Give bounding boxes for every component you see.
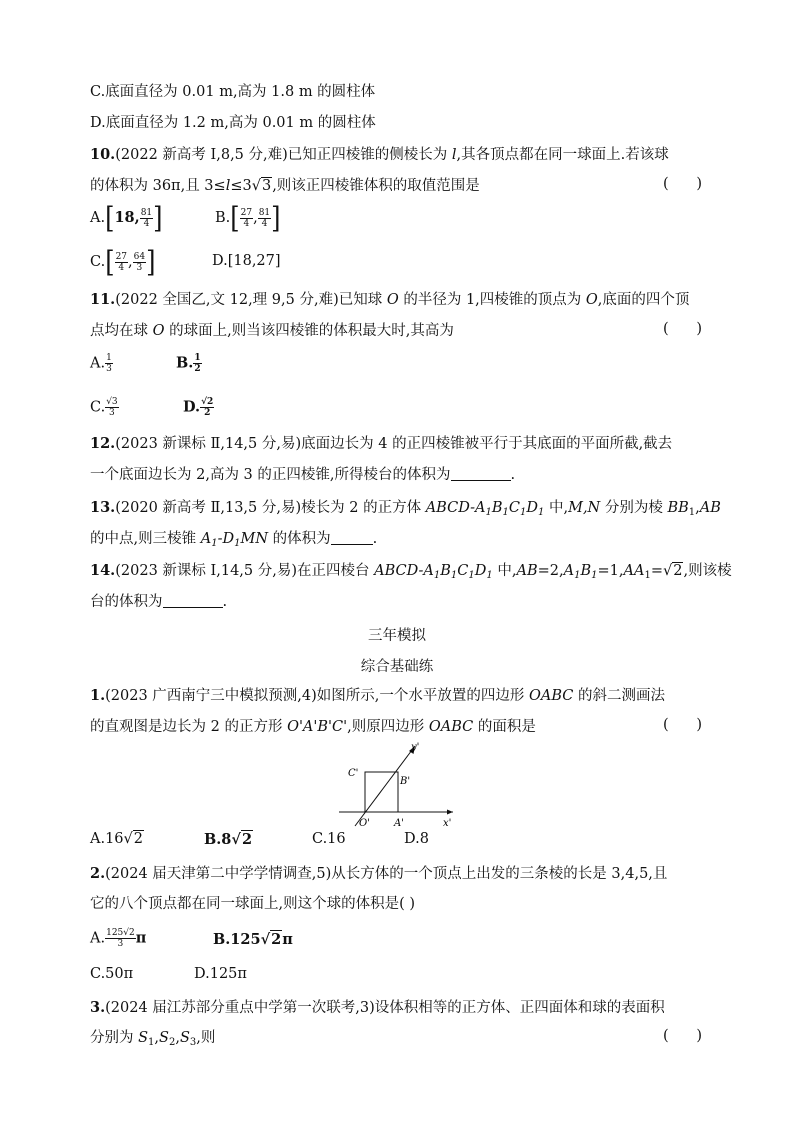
fraction: [140, 208, 153, 229]
var-l: l: [225, 178, 231, 194]
q10-text: ≤3: [230, 178, 252, 194]
fraction: [105, 353, 113, 374]
q14-text: (2023 新课标 Ⅰ,14,5 分,易)在正四棱台: [115, 563, 375, 579]
q11-option-c: [90, 397, 119, 418]
q14-text: =1,: [597, 563, 624, 579]
p2-line1: [90, 864, 667, 884]
p2-option-b: [213, 931, 293, 948]
p1-text: ,则原四边形: [347, 719, 429, 735]
q9-option-c: C.底面直径为 0.01 m,高为 1.8 m 的圆柱体: [90, 84, 376, 100]
q10-text: (2022 新高考 Ⅰ,8,5 分,难)已知正四棱锥的侧棱长为: [115, 147, 452, 163]
q11-line2: [90, 321, 454, 341]
q10-number: 10.: [90, 146, 116, 163]
option-label: B.: [176, 354, 194, 372]
section-subtitle: 综合基础练: [360, 659, 434, 675]
var-s: S: [138, 1030, 149, 1046]
label-o: O': [359, 818, 370, 829]
q10-option-c: C.[ $\frac{27}{4}$ , $\frac{64}{3}$ ]: [90, 245, 156, 279]
denominator: 3: [136, 262, 143, 273]
p1-option-b: [204, 831, 253, 848]
numerator: √2: [201, 397, 214, 407]
label-x: x': [443, 818, 452, 829]
denominator: 4: [143, 218, 150, 229]
section-title: 三年模拟: [368, 628, 426, 644]
p3-text: (2024 届江苏部分重点中学第一次联考,3)设体积相等的正方体、正四面体和球的表面积: [105, 1000, 665, 1016]
q11-text: (2022 全国乙,文 12,理 9,5 分,难)已知球: [115, 292, 387, 308]
var-a1b1: $A_1B_1$: [563, 563, 598, 581]
q14-line2: [90, 592, 227, 612]
q11-text: 的球面上,则当该四棱锥的体积最大时,其高为: [164, 323, 454, 339]
p3-text: ,则: [196, 1030, 216, 1046]
q10-line1: [90, 145, 669, 165]
fraction: [240, 208, 253, 229]
p3-line2: 分别为 $S_1,S_2,S_3$,则: [90, 1030, 216, 1048]
q11-number: 11.: [90, 291, 116, 308]
q12-text: .: [510, 467, 516, 483]
answer-blank[interactable]: [163, 593, 223, 608]
sqrt: √2: [260, 931, 282, 948]
var-o: O: [386, 292, 399, 308]
q13-text: 中,: [544, 500, 569, 516]
fraction: [115, 252, 128, 273]
label-b: B': [400, 776, 411, 787]
option-label: C.: [90, 399, 106, 416]
var-ab: AB: [699, 500, 721, 516]
option-label: A.: [90, 355, 106, 372]
option-label: B.: [215, 210, 231, 226]
p1-number: 1.: [90, 687, 106, 704]
fraction: [193, 353, 201, 374]
denominator: 2: [204, 408, 211, 418]
radicand: 2: [133, 831, 144, 847]
p1-line1: [90, 686, 665, 706]
denominator: 4: [243, 218, 250, 229]
answer-blank[interactable]: [451, 466, 511, 481]
p3-text: 分别为: [90, 1030, 139, 1046]
q11-text: 点均在球: [90, 323, 153, 339]
q13-line1: 13.(2020 新高考 Ⅱ,13,5 分,易)棱长为 2 的正方体 ABCD-$A_1B_1C_1D_1$ 中,M,N 分别为棱 $BB_1,AB$: [90, 499, 721, 518]
radicand: 2: [673, 563, 683, 579]
q10-text: ,其各顶点都在同一球面上.若该球: [456, 147, 669, 163]
q9-option-d: D.底面直径为 1.2 m,高为 0.01 m 的圆柱体: [90, 115, 376, 131]
q14-text: 中,: [492, 563, 517, 579]
numerator: 27: [115, 251, 128, 262]
answer-blank[interactable]: [331, 530, 373, 545]
numerator: 81: [258, 207, 271, 218]
fraction: [105, 928, 136, 949]
var-square: O'A'B'C': [287, 719, 348, 735]
var-l: l: [451, 147, 457, 163]
radicand: 3: [261, 178, 272, 194]
q12-line1: [90, 434, 672, 454]
p3-line1: [90, 998, 665, 1018]
frustum-name: ABCD-$A_1B_1C_1D_1$: [374, 563, 493, 581]
numerator: 1: [194, 353, 201, 363]
option-label: B.8: [204, 831, 232, 848]
denominator: 3: [117, 939, 124, 949]
p2-number: 2.: [90, 865, 106, 882]
option-label: A.16: [90, 831, 124, 847]
q13-number: 13.: [90, 499, 116, 516]
numerator: 81: [140, 207, 153, 218]
p2-line2: 它的八个顶点都在同一球面上,则这个球的体积是( ): [90, 896, 416, 912]
q11-line1: [90, 290, 689, 310]
oblique-figure: [335, 740, 460, 832]
q14-text: ,则该棱: [683, 563, 732, 579]
var-oabc: OABC: [428, 719, 474, 735]
q10-text: ,则该正四棱锥体积的取值范围是: [272, 178, 480, 194]
cube-name: ABCD-$A_1B_1C_1D_1$: [425, 500, 545, 518]
q14-text: =: [650, 563, 663, 579]
q11-text: 的半径为 1,四棱锥的顶点为: [398, 292, 586, 308]
pi: π: [135, 929, 147, 947]
var-aa: AA: [623, 563, 645, 579]
label-y: y': [411, 742, 420, 753]
p3-answer-paren: ( ): [663, 1028, 702, 1044]
cube-label: ABCD-A: [425, 500, 486, 516]
tetra-name: $A_1-D_1MN$: [200, 531, 269, 549]
frustum-label: ABCD-A: [374, 563, 434, 579]
option-label: A.: [90, 210, 106, 226]
q13-text: 分别为棱: [600, 500, 668, 516]
var-ab: AB: [516, 563, 538, 579]
q10-line2: [90, 176, 480, 196]
p1-option-d: D.8: [404, 831, 429, 847]
sqrt: √2: [231, 831, 253, 848]
q10-option-b: B.[ $\frac{27}{4}$ , $\frac{81}{4}$ ]: [215, 201, 281, 235]
q11-text: ,底面的四个顶: [597, 292, 690, 308]
sqrt: √3: [251, 178, 272, 194]
denominator: 3: [109, 408, 115, 418]
q10-option-d: D.[18,27]: [212, 253, 281, 269]
q11-answer-paren: ( ): [663, 321, 702, 337]
q11-option-d: [183, 397, 214, 418]
fraction: [200, 397, 214, 418]
numerator: 1: [106, 353, 112, 363]
var-bb: BB: [667, 500, 689, 516]
var-o: O: [585, 292, 598, 308]
var-o: O: [152, 323, 165, 339]
q14-line1: 14.(2023 新课标 Ⅰ,14,5 分,易)在正四棱台 ABCD-$A_1B_1C_1D_1$ 中$,AB=2,A_1B_1=1,AA_1=√2$,则该棱: [90, 562, 732, 581]
option-value: 18,: [114, 209, 140, 226]
label-a: A': [394, 818, 404, 829]
p1-text: 的斜二测画法: [573, 688, 666, 704]
denominator: 3: [106, 364, 112, 374]
label-c: C': [348, 768, 359, 779]
fraction: [258, 208, 271, 229]
q10-option-a: A.[18, $\frac{81}{4}$ ]: [90, 201, 163, 235]
option-label: B.125: [213, 931, 261, 948]
p1-text: (2023 广西南宁三中模拟预测,4)如图所示,一个水平放置的四边形: [105, 688, 530, 704]
p1-option-a: [90, 831, 144, 847]
q12-line2: [90, 465, 515, 485]
q11-option-a: [90, 353, 113, 374]
q13-text: (2020 新高考 Ⅱ,13,5 分,易)棱长为 2 的正方体: [115, 500, 426, 516]
pi: π: [282, 931, 293, 948]
sqrt: √2: [663, 563, 683, 579]
numerator: 125√2: [106, 928, 135, 938]
denominator: 4: [118, 262, 125, 273]
fraction: [105, 397, 118, 418]
tetra-label: A: [200, 531, 212, 547]
denominator: 4: [261, 218, 268, 229]
p2-text: (2024 届天津第二中学学情调查,5)从长方体的一个顶点上出发的三条棱的长是 3,4,5,且: [105, 866, 668, 882]
numerator: 27: [240, 207, 253, 218]
numerator: 64: [133, 251, 146, 262]
q13-line2: [90, 529, 377, 554]
p1-option-c: C.16: [312, 831, 346, 847]
sqrt: √2: [123, 831, 144, 847]
var-mn: M,N: [568, 500, 601, 516]
p2-option-c: C.50π: [90, 966, 134, 982]
q10-answer-paren: ( ): [663, 176, 702, 192]
radicand: 2: [241, 831, 253, 848]
q10-text: 的体积为 36π,且 3≤: [90, 178, 226, 194]
q13-text: 的中点,则三棱锥: [90, 531, 201, 547]
p1-text: 的直观图是边长为 2 的正方形: [90, 719, 288, 735]
q12-number: 12.: [90, 435, 116, 452]
denominator: 2: [194, 364, 201, 374]
fraction: [133, 252, 146, 273]
q12-text: (2023 新课标 Ⅱ,14,5 分,易)底面边长为 4 的正四棱锥被平行于其底面的平面所截,截去: [115, 436, 673, 452]
option-label: C.: [90, 254, 106, 270]
q13-text: .: [372, 531, 378, 547]
q14-text: =2,: [537, 563, 564, 579]
numerator: √3: [106, 397, 118, 407]
p3-number: 3.: [90, 999, 106, 1016]
p1-answer-paren: ( ): [663, 717, 702, 733]
q14-text: .: [222, 594, 228, 610]
var-a: A: [563, 563, 575, 579]
q14-text: 台的体积为: [90, 594, 163, 610]
option-label: A.: [90, 930, 106, 947]
q14-number: 14.: [90, 562, 116, 579]
q13-text: 的体积为: [268, 531, 331, 547]
radicand: 2: [271, 931, 282, 948]
var-oabc: OABC: [529, 688, 574, 704]
p1-text: 的面积是: [473, 719, 536, 735]
p2-option-d: D.125π: [194, 966, 247, 982]
x-arrow: [447, 810, 453, 815]
q12-text: 一个底面边长为 2,高为 3 的正四棱锥,所得棱台的体积为: [90, 467, 451, 483]
q11-option-b: [176, 353, 202, 374]
option-label: D.: [183, 398, 201, 416]
p2-option-a: [90, 928, 146, 949]
p1-line2: [90, 717, 536, 737]
